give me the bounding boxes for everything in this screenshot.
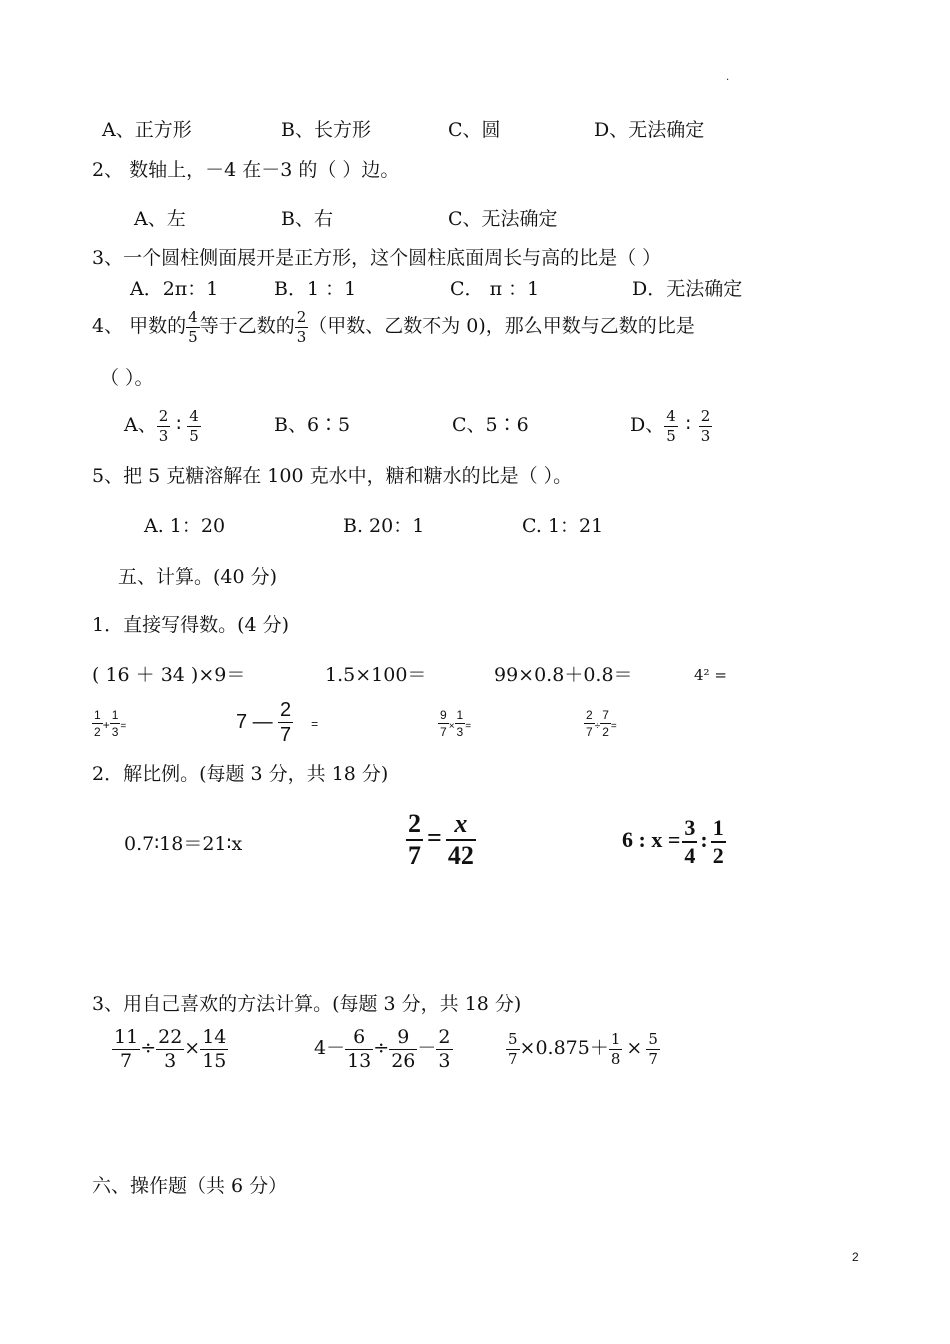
q3-option-c: C． π ：1 <box>450 278 540 300</box>
q4-option-d: D、 $\frac{4}{5}$ ∶ $\frac{2}{3}$ <box>630 406 711 445</box>
q2-option-b: B、右 <box>281 208 333 230</box>
q4-fraction-2: $\frac{2}{3}$ <box>296 307 307 346</box>
part-3-title: 3、用自己喜欢的方法计算。(每题 3 分，共 18 分) <box>92 993 522 1015</box>
part-1-title: 1．直接写得数。(4 分) <box>92 614 290 636</box>
q1-option-c: C、圆 <box>448 119 501 141</box>
q4-option-b: B、6∶5 <box>274 414 351 436</box>
calc-row1-2: 1.5×100＝ <box>325 664 427 686</box>
q4-suffix: （甲数、乙数不为 0)，那么甲数与乙数的比是 <box>308 315 695 337</box>
q5-option-c: C. 1：21 <box>522 515 604 537</box>
q1-option-d: D、无法确定 <box>594 119 705 141</box>
q2-option-c: C、无法确定 <box>448 208 558 230</box>
q1-option-a: A、正方形 <box>102 119 192 141</box>
section-6-title: 六、操作题（共 6 分） <box>92 1175 288 1197</box>
proportion-2: $\frac{2}{7}$ = $\frac{x}{42}$ <box>408 809 474 871</box>
calc-row2-2: 7 — $\frac{2}{7}$ = <box>236 699 319 747</box>
proportion-1: 0.7∶18＝21∶x <box>124 833 243 855</box>
question-3: 3、一个圆柱侧面展开是正方形，这个圆柱底面周长与高的比是（ ） <box>92 247 662 269</box>
q4-prefix: 4、 甲数的 <box>92 315 187 337</box>
calc-row1-3: 99×0.8＋0.8＝ <box>494 664 633 686</box>
q2-option-a: A、左 <box>134 208 186 230</box>
calc-row2-4: $\frac{2}{7}$ ÷ $\frac{7}{2}$ = <box>586 708 617 740</box>
q4-middle: 等于乙数的 <box>199 315 295 337</box>
calc-3-3: $\frac{5}{7}$ ×0.875＋ $\frac{1}{8}$ × $\frac{5}{7}$ <box>508 1029 658 1068</box>
calc-row1-1: ( 16 ＋ 34 )×9＝ <box>92 664 246 686</box>
section-5-title: 五、计算。(40 分) <box>118 566 278 588</box>
calc-3-1: $\frac{11}{7}$ ÷ $\frac{22}{3}$ × $\frac{14}{15}$ <box>114 1025 227 1072</box>
q3-option-a: A．2π：1 <box>130 278 219 300</box>
calc-row2-3: $\frac{9}{7}$ × $\frac{1}{3}$ = <box>440 708 472 740</box>
part-2-title: 2．解比例。(每题 3 分，共 18 分) <box>92 763 389 785</box>
q3-option-d: D．无法确定 <box>632 278 743 300</box>
calc-row1-4: 4² = <box>694 666 727 684</box>
q4-option-a: A、 $\frac{2}{3}$ ∶ $\frac{4}{5}$ <box>124 406 199 445</box>
page-number: 2 <box>852 1250 859 1264</box>
question-5: 5、把 5 克糖溶解在 100 克水中，糖和糖水的比是（ ）。 <box>92 465 573 487</box>
q3-option-b: B．1 ：1 <box>274 278 357 300</box>
q4-answer-blank: （ ）。 <box>100 367 154 389</box>
calc-3-2: 4－ $\frac{6}{13}$ ÷ $\frac{9}{26}$ － $\frac{2}{3}$ <box>314 1025 451 1072</box>
question-2: 2、 数轴上，－4 在－3 的（ ）边。 <box>92 159 400 181</box>
q5-option-b: B. 20：1 <box>343 515 425 537</box>
top-dot: . <box>726 72 730 83</box>
question-4 <box>92 306 695 346</box>
q5-option-a: A. 1：20 <box>144 515 226 537</box>
q4-option-c: C、5∶6 <box>452 414 529 436</box>
calc-row2-1: $\frac{1}{2}$ + $\frac{1}{3}$ = <box>94 708 127 740</box>
q4-fraction-1: $\frac{4}{5}$ <box>188 307 198 346</box>
proportion-3: 6 : x = $\frac{3}{4}$ : $\frac{1}{2}$ <box>622 814 724 868</box>
q1-option-b: B、长方形 <box>281 119 371 141</box>
